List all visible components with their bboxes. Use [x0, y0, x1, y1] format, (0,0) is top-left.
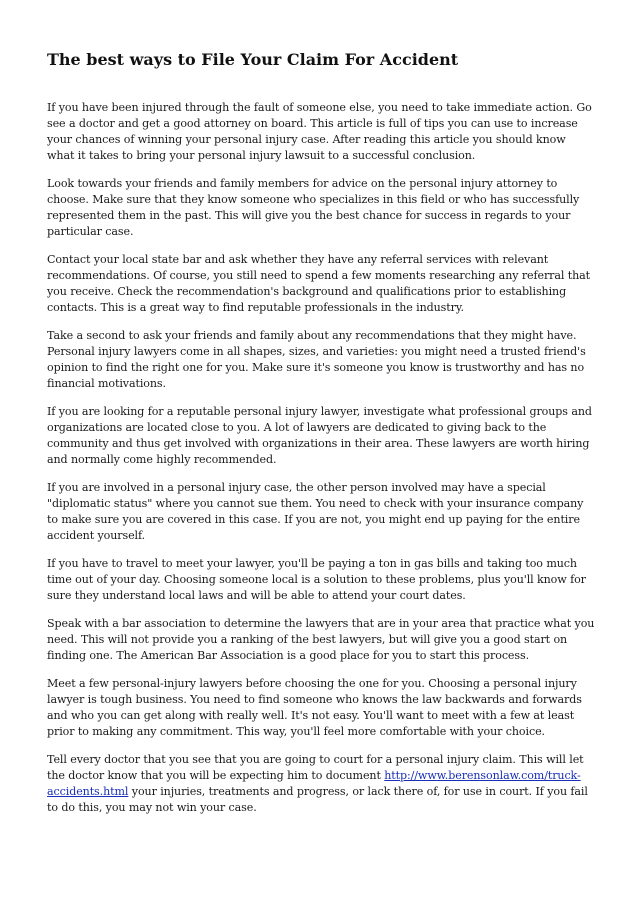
paragraph-10 [47, 752, 595, 816]
paragraph-1: If you have been injured through the fault of someone else, you need to take immediate action. Go see a doctor and get a good attorney on board. This article is full of tips you can use to increase your chances of winning your personal injury case. After reading this article you should know what it takes to bring your personal injury lawsuit to a successful conclusion. [47, 101, 592, 162]
paragraph-5: If you are looking for a reputable personal injury lawyer, investigate what professional groups and organizations are located close to you. A lot of lawyers are dedicated to giving back to the community and thus get involved with organizations in their area. These lawyers are worth hiring and normally come highly recommended. [47, 405, 592, 466]
document-page [47, 50, 595, 828]
paragraph-10-text-after-link: your injuries, treatments and progress, or lack there of, for use in court. If you fail to do this, you may not win your case. [47, 785, 588, 814]
paragraph-4: Take a second to ask your friends and family about any recommendations that they might have. Personal injury lawyers come in all shapes, sizes, and varieties: you might need a trusted friend's opinion to find the right one for you. Make sure it's someone you know is trustworthy and has no financial motivations. [47, 329, 586, 390]
paragraph-7: If you have to travel to meet your lawyer, you'll be paying a ton in gas bills and taking too much time out of your day. Choosing someone local is a solution to these problems, plus you'll know for sure they understand local laws and will be able to attend your court dates. [47, 557, 586, 602]
document-title: The best ways to File Your Claim For Accident [47, 50, 459, 69]
paragraph-9: Meet a few personal-injury lawyers before choosing the one for you. Choosing a personal injury lawyer is tough business. You need to find someone who knows the law backwards and forwards and who you can get along with really well. It's not easy. You'll want to meet with a few at least prior to making any commitment. This way, you'll feel more comfortable with your choice. [47, 677, 582, 738]
paragraph-8: Speak with a bar association to determine the lawyers that are in your area that practice what you need. This will not provide you a ranking of the best lawyers, but will give you a good start on finding one. The American Bar Association is a good place for you to start this process. [47, 617, 595, 662]
paragraph-2: Look towards your friends and family members for advice on the personal injury attorney to choose. Make sure that they know someone who specializes in this field or who has successfully represented them in the past. This will give you the best chance for success in regards to your particular case. [47, 177, 580, 238]
paragraph-3: Contact your local state bar and ask whether they have any referral services with relevant recommendations. Of course, you still need to spend a few moments researching any referral that you receive. Check the recommendation's background and qualifications prior to establishing contacts. This is a great way to find reputable professionals in the industry. [47, 253, 591, 314]
berensonlaw-link[interactable]: http://www.berensonlaw.com/truck-accidents.html [47, 769, 581, 798]
paragraph-10-text-before-link: Tell every doctor that you see that you are going to court for a personal injury claim. This will let the doctor know that you will be expecting him to document [47, 753, 584, 782]
paragraph-6: If you are involved in a personal injury case, the other person involved may have a special "diplomatic status" where you cannot sue them. You need to check with your insurance company to make sure you are covered in this case. If you are not, you might end up paying for the entire accident yourself. [47, 481, 584, 542]
